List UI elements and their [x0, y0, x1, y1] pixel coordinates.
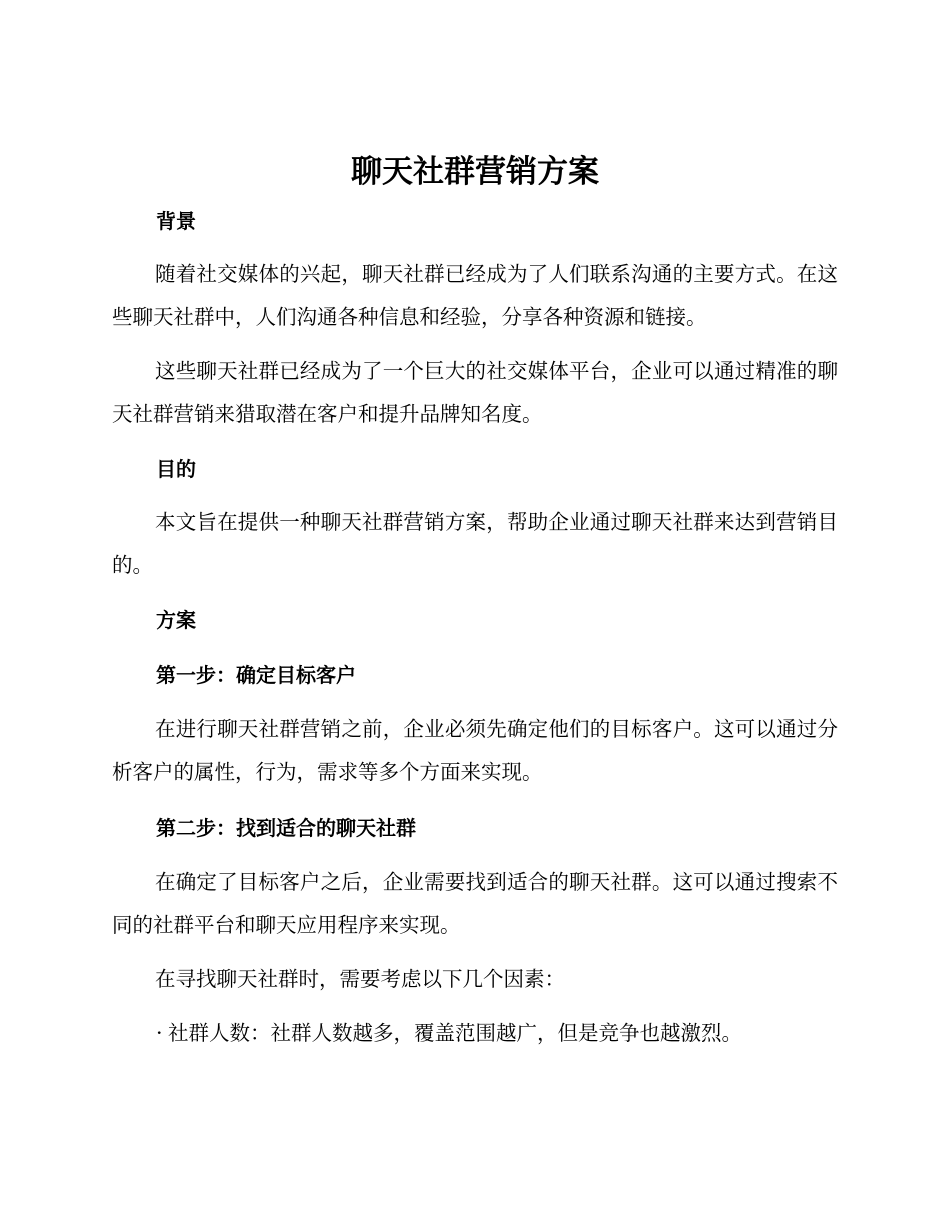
heading-step-2: 第二步：找到适合的聊天社群 [156, 816, 416, 840]
paragraph-step-1: 在进行聊天社群营销之前，企业必须先确定他们的目标客户。这可以通过分析客户的属性，行为，需求等多个方面来实现。 [112, 717, 838, 784]
list-item-text: 社群人数：社群人数越多，覆盖范围越广，但是竞争也越激烈。 [168, 1021, 742, 1045]
paragraph-background-2: 这些聊天社群已经成为了一个巨大的社交媒体平台，企业可以通过精准的聊天社群营销来猎取潜在客户和提升品牌知名度。 [112, 359, 838, 426]
paragraph-background-1: 随着社交媒体的兴起，聊天社群已经成为了人们联系沟通的主要方式。在这些聊天社群中，人们沟通各种信息和经验，分享各种资源和链接。 [112, 262, 838, 329]
bullet-mark: · [156, 1021, 163, 1045]
paragraph-step-2-2: 在寻找聊天社群时，需要考虑以下几个因素： [155, 967, 565, 991]
heading-plan: 方案 [156, 608, 196, 632]
heading-purpose: 目的 [156, 457, 196, 481]
list-item-community-size [156, 1012, 742, 1055]
paragraph-step-2-1: 在确定了目标客户之后，企业需要找到适合的聊天社群。这可以通过搜索不同的社群平台和聊天应用程序来实现。 [112, 870, 838, 937]
document-title: 聊天社群营销方案 [351, 154, 599, 190]
heading-step-1: 第一步：确定目标客户 [156, 663, 356, 687]
heading-background: 背景 [156, 209, 196, 233]
paragraph-purpose-1: 本文旨在提供一种聊天社群营销方案，帮助企业通过聊天社群来达到营销目的。 [112, 510, 838, 577]
